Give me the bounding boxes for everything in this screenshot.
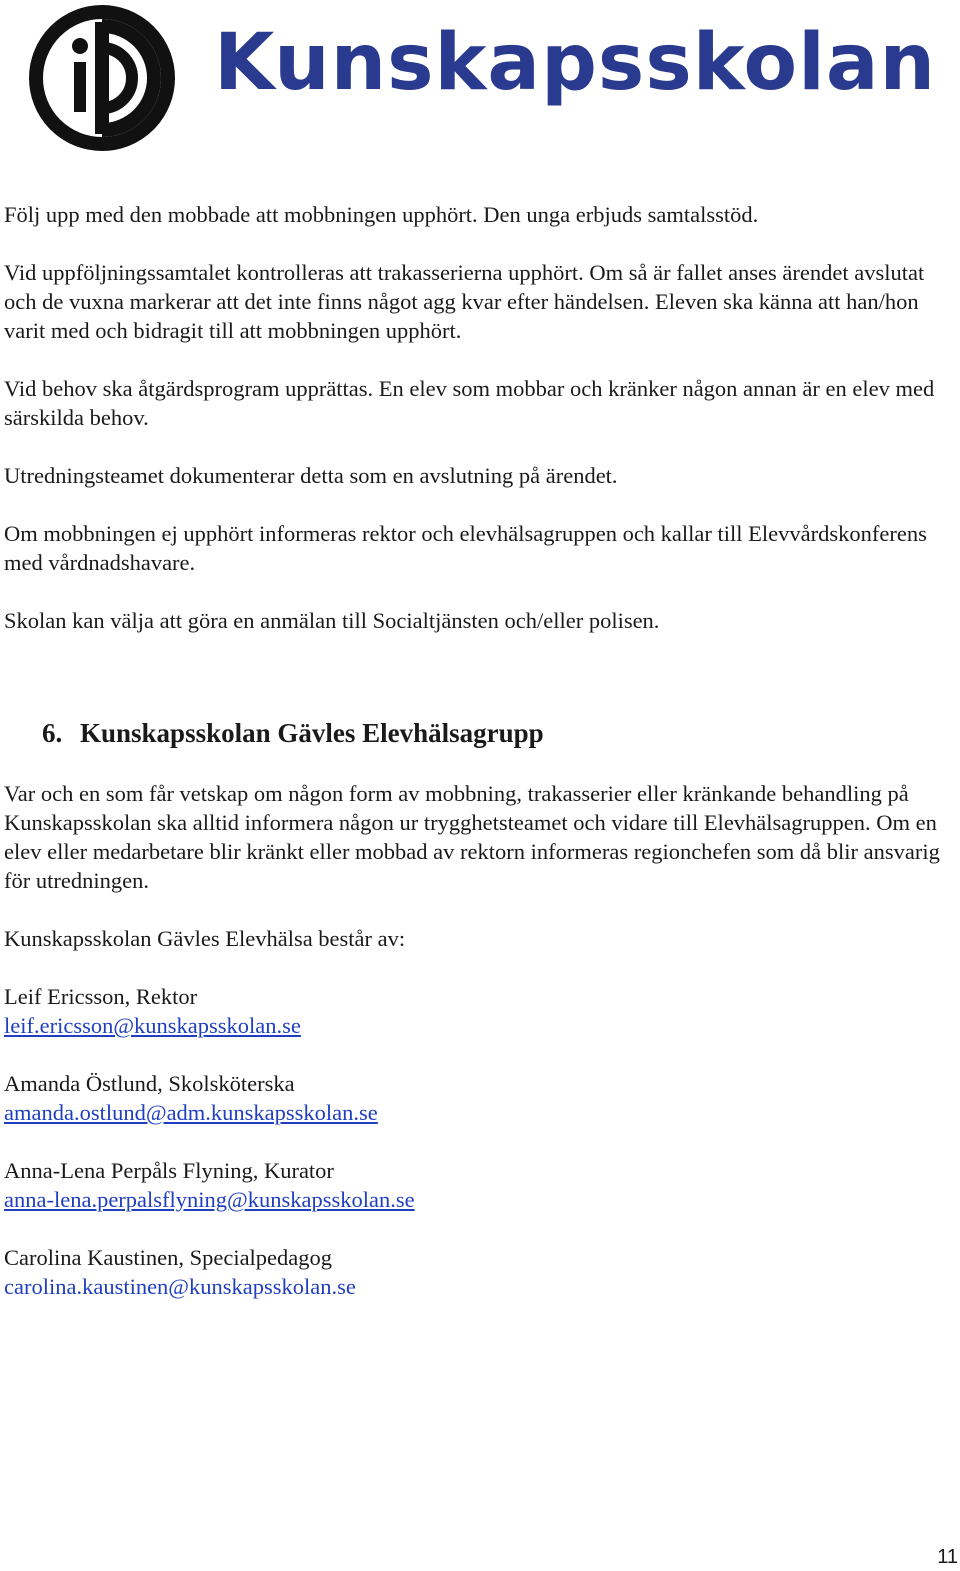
kunskapsskolan-logo-icon bbox=[28, 4, 176, 152]
logo-wordmark: Kunskapsskolan bbox=[214, 18, 937, 108]
page-number: 11 bbox=[937, 1546, 958, 1568]
contact-name: Leif Ericsson, Rektor bbox=[4, 984, 198, 1009]
paragraph-team-intro: Kunskapsskolan Gävles Elevhälsa består av: bbox=[4, 926, 406, 951]
page-header bbox=[0, 0, 960, 160]
contact-name: Carolina Kaustinen, Specialpedagog bbox=[4, 1245, 333, 1270]
paragraph-report: Skolan kan välja att göra en anmälan till Socialtjänsten och/eller polisen. bbox=[4, 608, 660, 633]
paragraph-escalation: Om mobbningen ej upphört informeras rektor och elevhälsagruppen och kallar till Elevvårdskonferens med vårdnadshavare. bbox=[4, 521, 927, 575]
contact-specialpedagog bbox=[4, 1243, 954, 1301]
contact-rektor bbox=[4, 982, 954, 1040]
document-body bbox=[4, 200, 954, 1330]
contact-kurator bbox=[4, 1156, 954, 1214]
section-heading bbox=[42, 716, 954, 750]
paragraph-documentation: Utredningsteamet dokumenterar detta som en avslutning på ärendet. bbox=[4, 463, 618, 488]
contact-email-link[interactable]: amanda.ostlund@adm.kunskapsskolan.se bbox=[4, 1100, 378, 1125]
paragraph-reporting-duty: Var och en som får vetskap om någon form av mobbning, trakasserier eller kränkande behandling på Kunskapsskolan ska alltid informera någon ur trygghetsteamet och vidare till Elevhälsagruppen. Om en elev eller medarbetare blir kränkt eller mobbad av rektorn informeras regionchefen som då blir ansvarig för utredningen. bbox=[4, 781, 940, 893]
contact-skolskoterska bbox=[4, 1069, 954, 1127]
section-number: 6. bbox=[42, 718, 63, 748]
contact-email-link[interactable]: anna-lena.perpalsflyning@kunskapsskolan.se bbox=[4, 1187, 415, 1212]
contact-email-link[interactable]: leif.ericsson@kunskapsskolan.se bbox=[4, 1013, 301, 1038]
contact-name: Anna-Lena Perpåls Flyning, Kurator bbox=[4, 1158, 334, 1183]
section-title: Kunskapsskolan Gävles Elevhälsagrupp bbox=[80, 718, 544, 748]
paragraph-action-program: Vid behov ska åtgärdsprogram upprättas. En elev som mobbar och kränker någon annan är en elev med särskilda behov. bbox=[4, 376, 935, 430]
contact-email-link[interactable]: carolina.kaustinen@kunskapsskolan.se bbox=[4, 1274, 356, 1299]
paragraph-followup: Följ upp med den mobbade att mobbningen upphört. Den unga erbjuds samtalsstöd. bbox=[4, 202, 759, 227]
paragraph-followup-meeting: Vid uppföljningssamtalet kontrolleras att trakasserierna upphört. Om så är fallet anses ärendet avslutat och de vuxna markerar att det inte finns något agg kvar efter händelsen. Eleven ska känna att han/hon varit med och bidragit till att mobbningen upphört. bbox=[4, 260, 925, 343]
contact-name: Amanda Östlund, Skolsköterska bbox=[4, 1071, 295, 1096]
